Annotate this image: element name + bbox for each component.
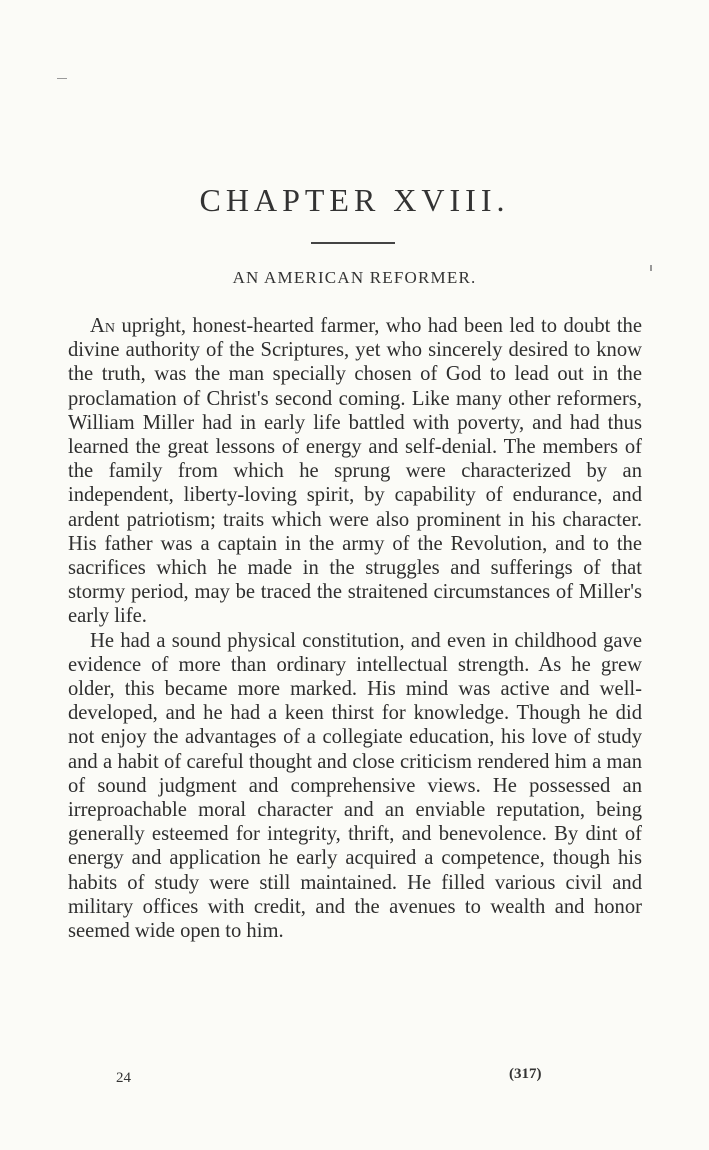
paragraph-1-text: upright, honest-hearted farmer, who had been led to doubt the divine authority of the Scriptures, yet who sincerely desired to know the truth, was the man specially chosen of God to lead out in the proclamation of Christ's second coming. Like many other reformers, William Miller had in early life battled with poverty, and had thus learned the great lessons of energy and self-denial. The members of the family from which he sprung were characterized by an independent, liberty-loving spirit, by capability of endurance, and ardent patriotism; traits which were also prominent in his character. His father was a captain in the army of the Revolution, and to the sacrifices which he made in the struggles and sufferings of that stormy period, may be traced the straitened circumstances of Miller's early life. [68,315,642,628]
margin-mark [57,78,67,79]
paragraph-2: He had a sound physical constitution, and even in childhood gave evidence of more than ordinary intellectual strength. As he grew older, this became more marked. His mind was active and well-developed, and he had a keen thirst for knowledge. Though he did not enjoy the advantages of a collegiate education, his love of study and a habit of careful thought and close criticism rendered him a man of sound judgment and comprehensive views. He possessed an irreproachable moral character and an enviable reputation, being generally esteemed for integrity, thrift, and benevolence. By dint of energy and application he early acquired a competence, though his habits of study were still maintained. He filled various civil and military offices with credit, and the avenues to wealth and honor seemed wide open to him. [68,629,642,943]
page-number: (317) [509,1066,542,1082]
chapter-subtitle: AN AMERICAN REFORMER. [232,268,477,287]
margin-tick [650,265,652,271]
chapter-title: CHAPTER XVIII. [199,182,510,218]
paragraph-1-lead: An [90,315,115,337]
signature-mark: 24 [116,1070,131,1086]
body-text [68,314,642,943]
title-rule [311,242,395,244]
paragraph-1 [68,314,642,629]
